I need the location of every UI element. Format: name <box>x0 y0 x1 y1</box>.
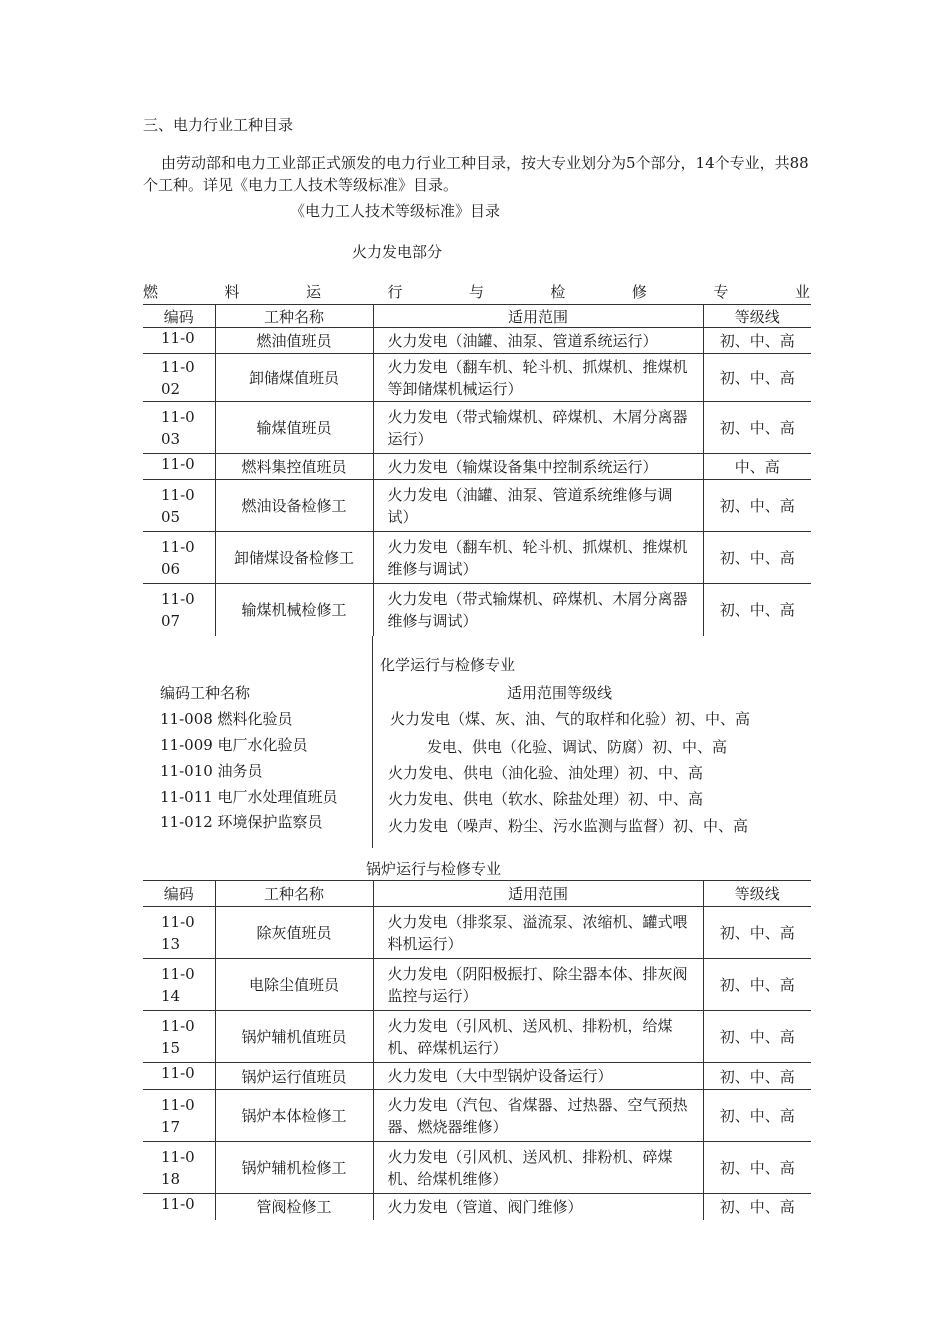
row-grade: 初、中、高 <box>703 532 811 584</box>
row-name: 输煤机械检修工 <box>215 584 373 636</box>
fuel-title-char: 专 <box>713 283 729 301</box>
row-scope: 火力发电（带式输煤机、碎煤机、木屑分离器维修与调试） <box>373 584 703 636</box>
row-code: 11-018 <box>143 1142 215 1194</box>
table-row <box>143 584 811 636</box>
row-grade: 中、高 <box>703 454 811 480</box>
row-code: 11-015 <box>143 1011 215 1063</box>
chem-row-left: 11-010 油务员 <box>160 762 263 780</box>
row-name: 锅炉辅机值班员 <box>215 1011 373 1063</box>
row-scope: 火力发电（管道、阀门维修） <box>373 1194 703 1220</box>
intro-paragraph: 由劳动部和电力工业部正式颁发的电力行业工种目录，按大专业划分为5个部分，14个专业，共88个工种。详见《电力工人技术等级标准》目录。 <box>143 154 809 194</box>
table-row <box>143 1142 811 1194</box>
chem-row-right: 火力发电（煤、灰、油、气的取样和化验）初、中、高 <box>390 710 751 728</box>
row-scope: 火力发电（翻车机、轮斗机、抓煤机、推煤机维修与调试） <box>373 532 703 584</box>
row-code: 11-0 <box>143 328 215 354</box>
row-grade: 初、中、高 <box>703 1063 811 1090</box>
row-grade: 初、中、高 <box>703 1142 811 1194</box>
chem-header-right: 适用范围等级线 <box>507 684 613 702</box>
fuel-table <box>143 304 811 636</box>
fuel-title-char: 修 <box>631 283 647 301</box>
fuel-title-char: 运 <box>305 283 321 301</box>
table-row <box>143 959 811 1011</box>
fuel-title-char: 行 <box>387 283 403 301</box>
row-name: 电除尘值班员 <box>215 959 373 1011</box>
row-grade: 初、中、高 <box>703 328 811 354</box>
row-name: 卸储煤值班员 <box>215 354 373 402</box>
row-name: 卸储煤设备检修工 <box>215 532 373 584</box>
fuel-title-char: 与 <box>468 283 484 301</box>
chem-row-left: 11-008 燃料化验员 <box>160 710 293 728</box>
row-code: 11-017 <box>143 1090 215 1142</box>
row-grade: 初、中、高 <box>703 480 811 532</box>
chem-row-left: 11-012 环境保护监察员 <box>160 813 323 831</box>
row-scope: 火力发电（带式输煤机、碎煤机、木屑分离器运行） <box>373 402 703 454</box>
row-code: 11-003 <box>143 402 215 454</box>
row-scope: 火力发电（油罐、油泵、管道系统运行） <box>373 328 703 354</box>
chem-row-right: 火力发电（噪声、粉尘、污水监测与监督）初、中、高 <box>388 817 749 835</box>
table-row <box>143 354 811 402</box>
row-grade: 初、中、高 <box>703 584 811 636</box>
row-scope: 火力发电（翻车机、轮斗机、抓煤机、推煤机等卸储煤机械运行） <box>373 354 703 402</box>
fuel-section-title <box>143 281 810 302</box>
table-row <box>143 1194 811 1220</box>
boiler-table <box>143 880 811 1220</box>
boiler-section-title: 锅炉运行与检修专业 <box>366 860 502 878</box>
header-code: 编码 <box>143 305 215 328</box>
row-grade: 初、中、高 <box>703 959 811 1011</box>
row-scope: 火力发电（引风机、送风机、排粉机，给煤机、碎煤机运行） <box>373 1011 703 1063</box>
chem-row-left: 11-011 电厂水处理值班员 <box>160 788 338 806</box>
row-name: 锅炉辅机检修工 <box>215 1142 373 1194</box>
section-heading: 三、电力行业工种目录 <box>143 116 294 134</box>
row-scope: 火力发电（引风机、送风机、排粉机、碎煤机、给煤机维修） <box>373 1142 703 1194</box>
header-code: 编码 <box>143 881 215 907</box>
header-scope: 适用范围 <box>373 881 703 907</box>
table-row <box>143 328 811 354</box>
row-grade: 初、中、高 <box>703 1090 811 1142</box>
row-name: 燃料集控值班员 <box>215 454 373 480</box>
row-code: 11-005 <box>143 480 215 532</box>
row-code: 11-013 <box>143 907 215 959</box>
table-row <box>143 1011 811 1063</box>
table-header-row <box>143 305 811 328</box>
fuel-title-char: 业 <box>794 283 810 301</box>
header-name: 工种名称 <box>215 305 373 328</box>
part-title: 火力发电部分 <box>352 243 443 261</box>
row-grade: 初、中、高 <box>703 1011 811 1063</box>
chem-divider <box>372 636 373 848</box>
row-scope: 火力发电（阴阳极振打、除尘器本体、排灰阀监控与运行） <box>373 959 703 1011</box>
chem-section-title: 化学运行与检修专业 <box>380 656 516 674</box>
table-row <box>143 532 811 584</box>
row-name: 输煤值班员 <box>215 402 373 454</box>
chem-row-right: 火力发电、供电（油化验、油处理）初、中、高 <box>388 764 704 782</box>
row-code: 11-014 <box>143 959 215 1011</box>
fuel-title-char: 燃 <box>143 283 159 301</box>
header-name: 工种名称 <box>215 881 373 907</box>
row-name: 燃油值班员 <box>215 328 373 354</box>
row-code: 11-0 <box>143 1194 215 1220</box>
table-row <box>143 454 811 480</box>
row-name: 管阀检修工 <box>215 1194 373 1220</box>
table-row <box>143 480 811 532</box>
fuel-title-char: 检 <box>550 283 566 301</box>
table-row <box>143 402 811 454</box>
fuel-title-char: 料 <box>224 283 240 301</box>
row-code: 11-006 <box>143 532 215 584</box>
row-name: 锅炉运行值班员 <box>215 1063 373 1090</box>
row-scope: 火力发电（输煤设备集中控制系统运行） <box>373 454 703 480</box>
chem-row-left: 11-009 电厂水化验员 <box>160 736 308 754</box>
row-grade: 初、中、高 <box>703 1194 811 1220</box>
header-grade: 等级线 <box>703 305 811 328</box>
chem-header-left: 编码工种名称 <box>160 684 251 702</box>
row-code: 11-0 <box>143 1063 215 1090</box>
table-header-row <box>143 881 811 907</box>
row-scope: 火力发电（大中型锅炉设备运行） <box>373 1063 703 1090</box>
row-scope: 火力发电（排浆泵、溢流泵、浓缩机、罐式喂料机运行） <box>373 907 703 959</box>
row-grade: 初、中、高 <box>703 354 811 402</box>
table-row <box>143 907 811 959</box>
row-scope: 火力发电（油罐、油泵、管道系统维修与调试） <box>373 480 703 532</box>
chem-row-right: 发电、供电（化验、调试、防腐）初、中、高 <box>427 738 728 756</box>
row-grade: 初、中、高 <box>703 402 811 454</box>
catalog-subtitle: 《电力工人技术等级标准》目录 <box>290 202 501 220</box>
row-code: 11-002 <box>143 354 215 402</box>
chem-row-right: 火力发电、供电（软水、除盐处理）初、中、高 <box>388 790 704 808</box>
row-scope: 火力发电（汽包、省煤器、过热器、空气预热器、燃烧器维修） <box>373 1090 703 1142</box>
row-name: 除灰值班员 <box>215 907 373 959</box>
row-grade: 初、中、高 <box>703 907 811 959</box>
row-code: 11-0 <box>143 454 215 480</box>
table-row <box>143 1090 811 1142</box>
row-name: 燃油设备检修工 <box>215 480 373 532</box>
row-name: 锅炉本体检修工 <box>215 1090 373 1142</box>
header-grade: 等级线 <box>703 881 811 907</box>
row-code: 11-007 <box>143 584 215 636</box>
header-scope: 适用范围 <box>373 305 703 328</box>
table-row <box>143 1063 811 1090</box>
